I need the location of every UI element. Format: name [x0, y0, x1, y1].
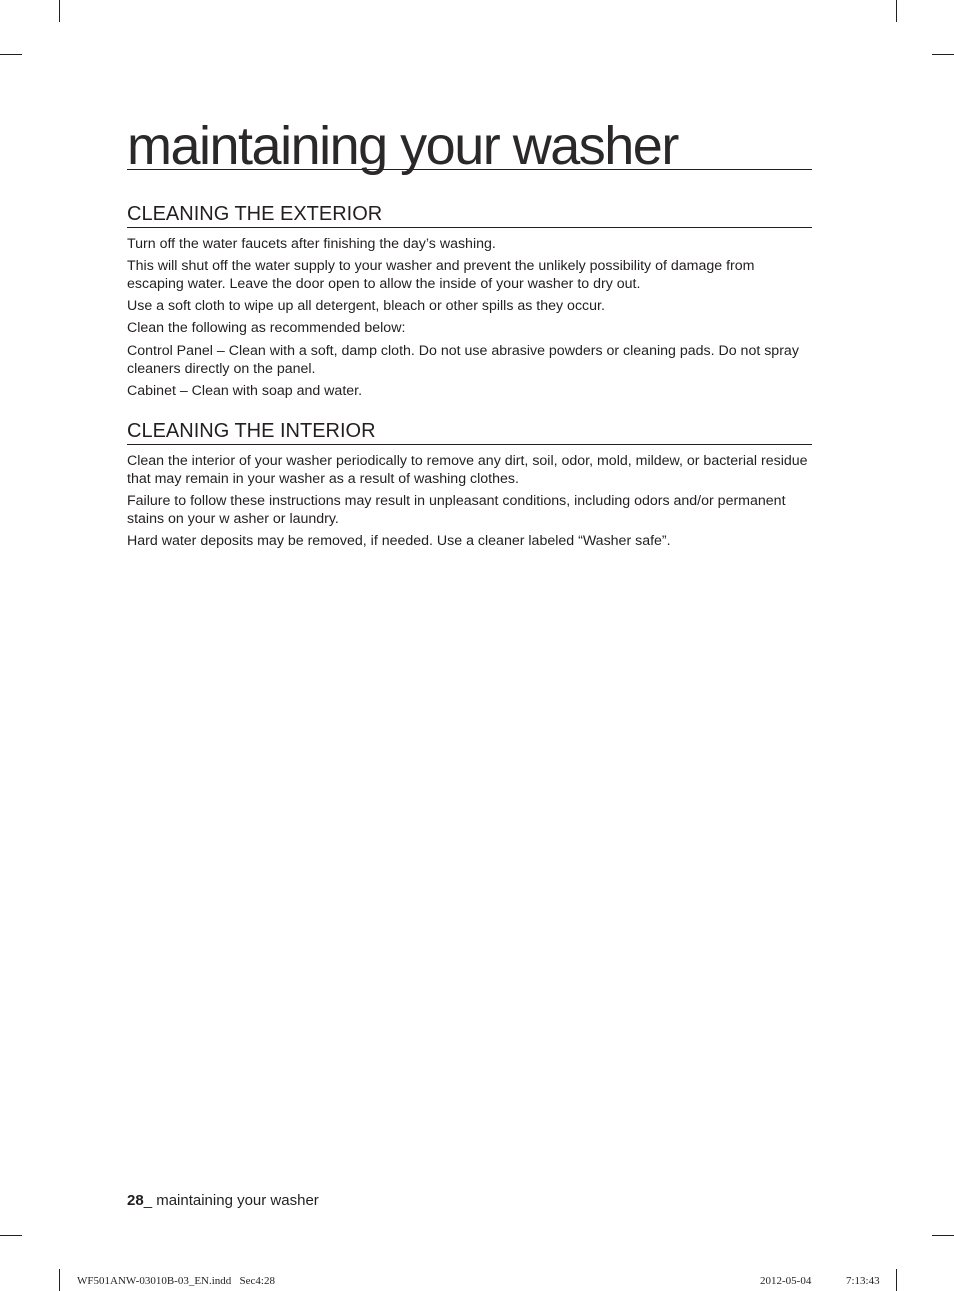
crop-mark-top-right: [896, 0, 897, 22]
crop-mark-bottom-left: [0, 1235, 22, 1236]
crop-mark-top-right: [932, 54, 954, 55]
page-number: 28: [127, 1192, 144, 1209]
footer-separator: _: [143, 1192, 157, 1209]
paragraph: Clean the interior of your washer periodically to remove any dirt, soil, odor, mold, mildew, or bacterial residue that may remain in your washer as a result of washing clothes.: [127, 453, 808, 487]
page-title: maintaining your washer: [127, 118, 812, 170]
paragraph: Use a soft cloth to wipe up all detergent, bleach or other spills as they occur.: [127, 298, 605, 314]
slug-file: WF501ANW-03010B-03_EN.indd Sec4:28: [77, 1275, 275, 1287]
crop-mark-bottom-left: [59, 1269, 60, 1291]
paragraph: Turn off the water faucets after finishing the day’s washing.: [127, 236, 496, 252]
page-footer: [127, 1192, 319, 1209]
section-heading: CLEANING THE INTERIOR: [127, 420, 812, 445]
slug-date: 2012-05-04: [760, 1275, 812, 1287]
section-interior: [127, 420, 812, 550]
paragraph: Failure to follow these instructions may result in unpleasant conditions, including odors and/or permanent stains on your w asher or laundry.: [127, 493, 786, 527]
crop-mark-bottom-right: [896, 1269, 897, 1291]
paragraph: Cabinet – Clean with soap and water.: [127, 383, 363, 399]
section-exterior: [127, 203, 812, 400]
paragraph: This will shut off the water supply to your washer and prevent the unlikely possibility of damage from escaping water. Leave the door open to allow the inside of your washer to dry out.: [127, 258, 755, 292]
crop-mark-top-left: [0, 54, 22, 55]
paragraph: Clean the following as recommended below:: [127, 320, 406, 336]
crop-mark-top-left: [59, 0, 60, 22]
paragraph: Hard water deposits may be removed, if needed. Use a cleaner labeled “Washer safe”.: [127, 533, 671, 549]
section-heading: CLEANING THE EXTERIOR: [127, 203, 812, 228]
slug-time: 7:13:43: [846, 1275, 880, 1287]
footer-section-name: maintaining your washer: [156, 1192, 319, 1209]
crop-mark-bottom-right: [932, 1235, 954, 1236]
paragraph: Control Panel – Clean with a soft, damp cloth. Do not use abrasive powders or cleaning pads. Do not spray cleaners directly on the panel.: [127, 343, 799, 377]
